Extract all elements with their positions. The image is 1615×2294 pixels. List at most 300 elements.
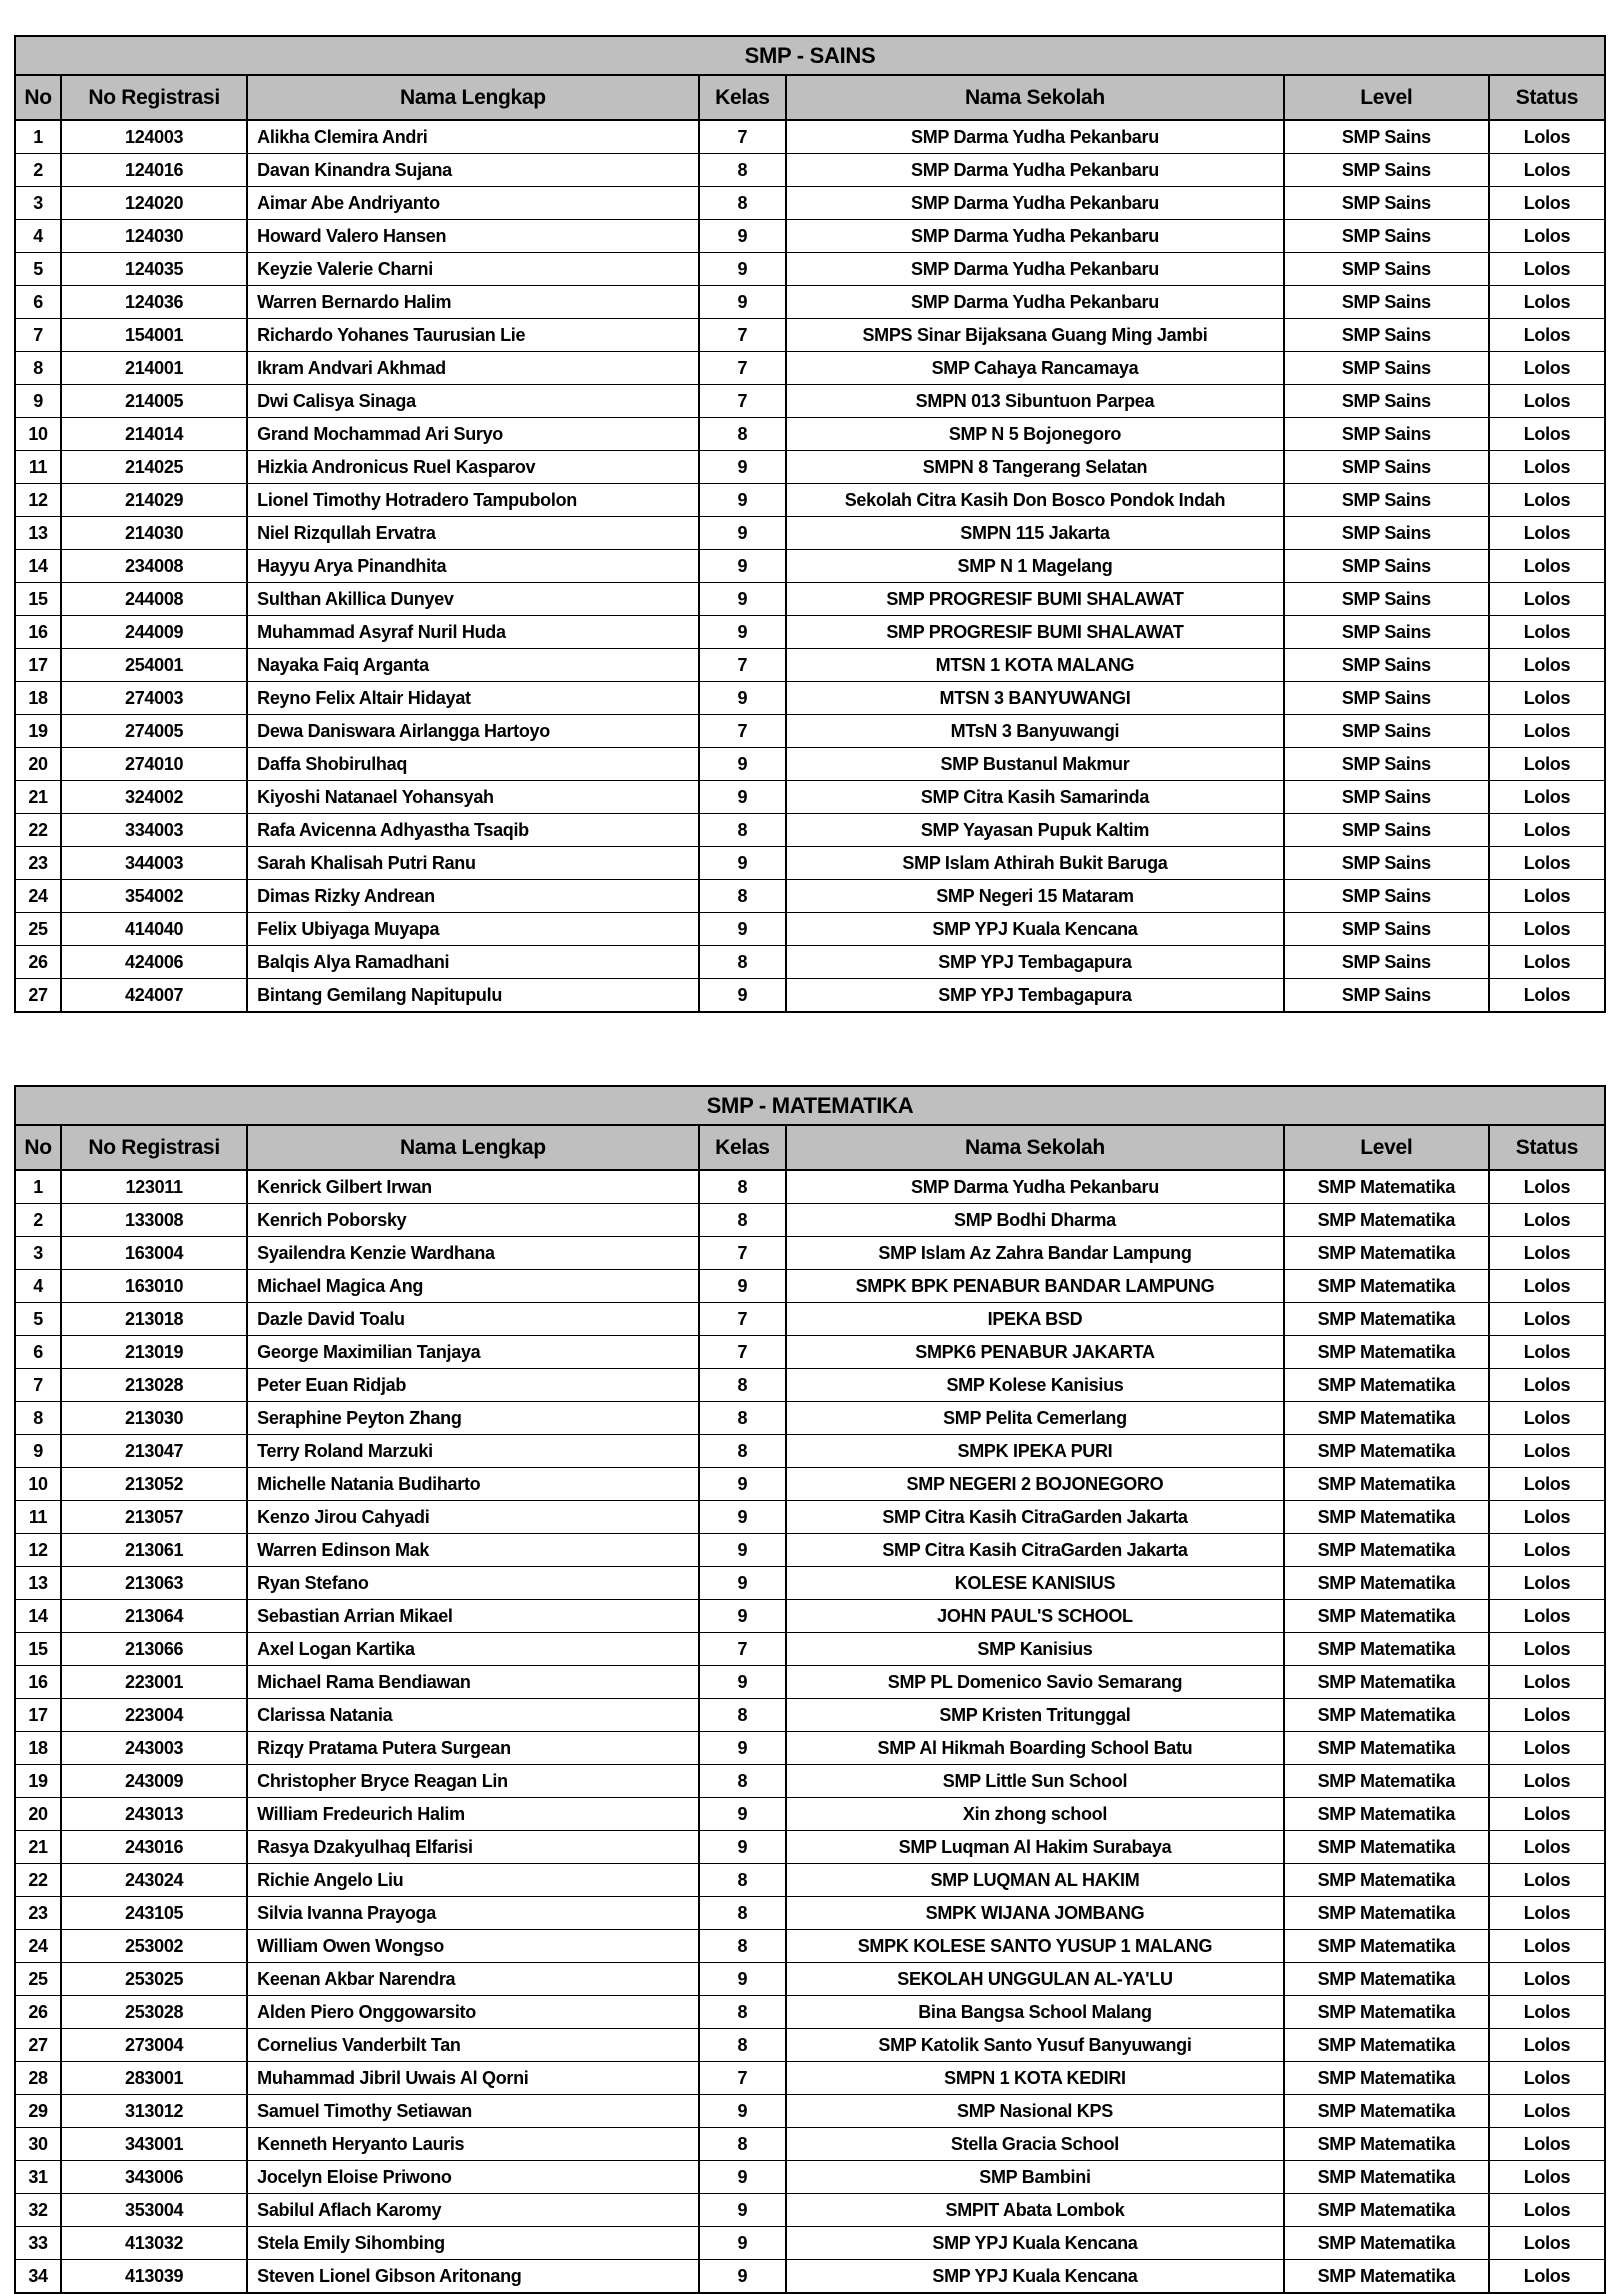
cell-nama-lengkap: Silvia Ivanna Prayoga: [247, 1897, 699, 1930]
cell-kelas: 9: [699, 847, 786, 880]
cell-no: 7: [15, 319, 61, 352]
cell-status: Lolos: [1489, 220, 1605, 253]
cell-no: 17: [15, 649, 61, 682]
cell-no-registrasi: 343001: [61, 2128, 247, 2161]
table-row: [15, 484, 1605, 517]
cell-nama-lengkap: Niel Rizqullah Ervatra: [247, 517, 699, 550]
cell-no-registrasi: 124003: [61, 120, 247, 154]
cell-nama-sekolah: SMP Darma Yudha Pekanbaru: [786, 286, 1284, 319]
cell-level: SMP Sains: [1284, 451, 1489, 484]
cell-nama-sekolah: SMP LUQMAN AL HAKIM: [786, 1864, 1284, 1897]
cell-kelas: 9: [699, 550, 786, 583]
cell-no-registrasi: 163010: [61, 1270, 247, 1303]
cell-level: SMP Sains: [1284, 550, 1489, 583]
cell-level: SMP Sains: [1284, 682, 1489, 715]
table-row: [15, 1996, 1605, 2029]
cell-no-registrasi: 213028: [61, 1369, 247, 1402]
table-row: [15, 187, 1605, 220]
cell-level: SMP Matematika: [1284, 1798, 1489, 1831]
cell-nama-lengkap: Dimas Rizky Andrean: [247, 880, 699, 913]
cell-no: 23: [15, 1897, 61, 1930]
cell-no-registrasi: 214029: [61, 484, 247, 517]
cell-no-registrasi: 424006: [61, 946, 247, 979]
column-header-row: [15, 1125, 1605, 1170]
cell-no-registrasi: 213052: [61, 1468, 247, 1501]
cell-no-registrasi: 254001: [61, 649, 247, 682]
cell-level: SMP Sains: [1284, 385, 1489, 418]
cell-no: 24: [15, 1930, 61, 1963]
cell-nama-sekolah: SMP Bambini: [786, 2161, 1284, 2194]
cell-nama-lengkap: Rafa Avicenna Adhyastha Tsaqib: [247, 814, 699, 847]
cell-nama-sekolah: SEKOLAH UNGGULAN AL-YA'LU: [786, 1963, 1284, 1996]
cell-kelas: 9: [699, 1666, 786, 1699]
cell-status: Lolos: [1489, 2128, 1605, 2161]
cell-nama-sekolah: MTSN 3 BANYUWANGI: [786, 682, 1284, 715]
cell-no-registrasi: 244009: [61, 616, 247, 649]
cell-nama-sekolah: SMPK IPEKA PURI: [786, 1435, 1284, 1468]
cell-kelas: 9: [699, 1831, 786, 1864]
cell-no-registrasi: 243013: [61, 1798, 247, 1831]
cell-nama-lengkap: Stela Emily Sihombing: [247, 2227, 699, 2260]
cell-status: Lolos: [1489, 451, 1605, 484]
cell-no-registrasi: 344003: [61, 847, 247, 880]
cell-kelas: 8: [699, 1369, 786, 1402]
cell-nama-sekolah: SMPN 1 KOTA KEDIRI: [786, 2062, 1284, 2095]
cell-kelas: 9: [699, 2095, 786, 2128]
cell-no: 27: [15, 2029, 61, 2062]
table-row: [15, 451, 1605, 484]
column-header-kelas: Kelas: [699, 75, 786, 120]
cell-no: 18: [15, 1732, 61, 1765]
cell-nama-sekolah: SMP Negeri 15 Mataram: [786, 880, 1284, 913]
cell-nama-lengkap: Nayaka Faiq Arganta: [247, 649, 699, 682]
cell-no-registrasi: 213063: [61, 1567, 247, 1600]
cell-status: Lolos: [1489, 1996, 1605, 2029]
cell-nama-sekolah: SMP Darma Yudha Pekanbaru: [786, 120, 1284, 154]
cell-no: 10: [15, 1468, 61, 1501]
cell-status: Lolos: [1489, 1303, 1605, 1336]
cell-kelas: 8: [699, 1930, 786, 1963]
cell-level: SMP Matematika: [1284, 1765, 1489, 1798]
cell-no-registrasi: 334003: [61, 814, 247, 847]
cell-no-registrasi: 274003: [61, 682, 247, 715]
table-row: [15, 2095, 1605, 2128]
cell-kelas: 8: [699, 154, 786, 187]
cell-kelas: 8: [699, 1170, 786, 1204]
cell-nama-lengkap: Balqis Alya Ramadhani: [247, 946, 699, 979]
cell-level: SMP Sains: [1284, 880, 1489, 913]
cell-no: 27: [15, 979, 61, 1013]
cell-status: Lolos: [1489, 1170, 1605, 1204]
cell-no-registrasi: 214025: [61, 451, 247, 484]
cell-nama-sekolah: SMPK BPK PENABUR BANDAR LAMPUNG: [786, 1270, 1284, 1303]
cell-nama-sekolah: SMP YPJ Kuala Kencana: [786, 913, 1284, 946]
cell-nama-sekolah: Stella Gracia School: [786, 2128, 1284, 2161]
cell-no: 21: [15, 1831, 61, 1864]
cell-nama-sekolah: MTsN 3 Banyuwangi: [786, 715, 1284, 748]
cell-no-registrasi: 343006: [61, 2161, 247, 2194]
cell-level: SMP Matematika: [1284, 2227, 1489, 2260]
cell-kelas: 8: [699, 1765, 786, 1798]
cell-nama-sekolah: SMPK WIJANA JOMBANG: [786, 1897, 1284, 1930]
cell-nama-lengkap: Reyno Felix Altair Hidayat: [247, 682, 699, 715]
cell-nama-lengkap: Kenzo Jirou Cahyadi: [247, 1501, 699, 1534]
cell-nama-sekolah: SMP Darma Yudha Pekanbaru: [786, 253, 1284, 286]
cell-no: 17: [15, 1699, 61, 1732]
cell-level: SMP Sains: [1284, 781, 1489, 814]
table-row: [15, 781, 1605, 814]
cell-nama-lengkap: Axel Logan Kartika: [247, 1633, 699, 1666]
cell-nama-lengkap: Kenrich Poborsky: [247, 1204, 699, 1237]
cell-no-registrasi: 213066: [61, 1633, 247, 1666]
cell-kelas: 7: [699, 2062, 786, 2095]
cell-nama-lengkap: Sebastian Arrian Mikael: [247, 1600, 699, 1633]
table-row: [15, 517, 1605, 550]
cell-level: SMP Matematika: [1284, 2194, 1489, 2227]
cell-kelas: 9: [699, 781, 786, 814]
column-header-no: No: [15, 1125, 61, 1170]
cell-level: SMP Matematika: [1284, 2260, 1489, 2294]
cell-level: SMP Sains: [1284, 187, 1489, 220]
cell-no: 10: [15, 418, 61, 451]
cell-no: 4: [15, 220, 61, 253]
cell-status: Lolos: [1489, 616, 1605, 649]
cell-status: Lolos: [1489, 946, 1605, 979]
table-row: [15, 1732, 1605, 1765]
cell-no: 26: [15, 1996, 61, 2029]
cell-nama-sekolah: SMPN 013 Sibuntuon Parpea: [786, 385, 1284, 418]
cell-no: 1: [15, 120, 61, 154]
cell-no: 12: [15, 1534, 61, 1567]
cell-level: SMP Sains: [1284, 649, 1489, 682]
cell-no: 13: [15, 517, 61, 550]
table-row: [15, 1402, 1605, 1435]
cell-nama-lengkap: Daffa Shobirulhaq: [247, 748, 699, 781]
cell-no: 12: [15, 484, 61, 517]
table-row: [15, 385, 1605, 418]
table-row: [15, 1501, 1605, 1534]
table-title: SMP - SAINS: [15, 36, 1605, 75]
table-row: [15, 220, 1605, 253]
cell-nama-lengkap: Muhammad Asyraf Nuril Huda: [247, 616, 699, 649]
table-row: [15, 1864, 1605, 1897]
cell-level: SMP Matematika: [1284, 1732, 1489, 1765]
cell-no-registrasi: 213047: [61, 1435, 247, 1468]
cell-kelas: 8: [699, 946, 786, 979]
cell-no-registrasi: 124036: [61, 286, 247, 319]
cell-nama-lengkap: Kiyoshi Natanael Yohansyah: [247, 781, 699, 814]
cell-nama-sekolah: SMPK KOLESE SANTO YUSUP 1 MALANG: [786, 1930, 1284, 1963]
cell-level: SMP Matematika: [1284, 1666, 1489, 1699]
cell-no-registrasi: 124020: [61, 187, 247, 220]
cell-nama-lengkap: George Maximilian Tanjaya: [247, 1336, 699, 1369]
cell-kelas: 8: [699, 1435, 786, 1468]
cell-no-registrasi: 324002: [61, 781, 247, 814]
cell-status: Lolos: [1489, 2062, 1605, 2095]
cell-no: 24: [15, 880, 61, 913]
table-row: [15, 1600, 1605, 1633]
cell-no-registrasi: 214001: [61, 352, 247, 385]
table-row: [15, 913, 1605, 946]
cell-status: Lolos: [1489, 286, 1605, 319]
cell-status: Lolos: [1489, 847, 1605, 880]
column-header-nama-lengkap: Nama Lengkap: [247, 75, 699, 120]
cell-no-registrasi: 274005: [61, 715, 247, 748]
cell-no: 15: [15, 583, 61, 616]
cell-no: 11: [15, 451, 61, 484]
cell-no: 2: [15, 154, 61, 187]
cell-nama-lengkap: Keyzie Valerie Charni: [247, 253, 699, 286]
cell-no: 5: [15, 1303, 61, 1336]
cell-status: Lolos: [1489, 319, 1605, 352]
table-row: [15, 253, 1605, 286]
cell-no-registrasi: 253025: [61, 1963, 247, 1996]
cell-nama-lengkap: Bintang Gemilang Napitupulu: [247, 979, 699, 1013]
cell-no-registrasi: 274010: [61, 748, 247, 781]
cell-no: 8: [15, 1402, 61, 1435]
cell-nama-lengkap: Dwi Calisya Sinaga: [247, 385, 699, 418]
table-row: [15, 2029, 1605, 2062]
cell-kelas: 8: [699, 1204, 786, 1237]
table-row: [15, 979, 1605, 1013]
cell-kelas: 8: [699, 1996, 786, 2029]
cell-level: SMP Sains: [1284, 946, 1489, 979]
cell-no-registrasi: 223001: [61, 1666, 247, 1699]
cell-no: 19: [15, 1765, 61, 1798]
cell-kelas: 7: [699, 1303, 786, 1336]
cell-kelas: 9: [699, 1270, 786, 1303]
table-row: [15, 880, 1605, 913]
cell-no: 4: [15, 1270, 61, 1303]
cell-status: Lolos: [1489, 418, 1605, 451]
cell-no-registrasi: 213018: [61, 1303, 247, 1336]
cell-level: SMP Sains: [1284, 484, 1489, 517]
table-row: [15, 1930, 1605, 1963]
cell-nama-lengkap: Terry Roland Marzuki: [247, 1435, 699, 1468]
cell-status: Lolos: [1489, 517, 1605, 550]
cell-nama-sekolah: SMPK6 PENABUR JAKARTA: [786, 1336, 1284, 1369]
cell-nama-sekolah: SMP N 1 Magelang: [786, 550, 1284, 583]
cell-kelas: 7: [699, 120, 786, 154]
cell-nama-sekolah: IPEKA BSD: [786, 1303, 1284, 1336]
cell-level: SMP Sains: [1284, 913, 1489, 946]
cell-level: SMP Matematika: [1284, 2095, 1489, 2128]
cell-status: Lolos: [1489, 1402, 1605, 1435]
cell-nama-sekolah: SMP Islam Az Zahra Bandar Lampung: [786, 1237, 1284, 1270]
cell-no-registrasi: 223004: [61, 1699, 247, 1732]
cell-level: SMP Matematika: [1284, 1402, 1489, 1435]
cell-no: 9: [15, 1435, 61, 1468]
cell-no: 13: [15, 1567, 61, 1600]
cell-no: 6: [15, 1336, 61, 1369]
cell-kelas: 9: [699, 2227, 786, 2260]
cell-status: Lolos: [1489, 120, 1605, 154]
cell-level: SMP Sains: [1284, 220, 1489, 253]
cell-level: SMP Sains: [1284, 517, 1489, 550]
cell-no-registrasi: 213064: [61, 1600, 247, 1633]
cell-status: Lolos: [1489, 1633, 1605, 1666]
cell-level: SMP Sains: [1284, 715, 1489, 748]
cell-status: Lolos: [1489, 649, 1605, 682]
cell-no-registrasi: 213030: [61, 1402, 247, 1435]
cell-level: SMP Matematika: [1284, 1204, 1489, 1237]
cell-kelas: 8: [699, 1402, 786, 1435]
cell-nama-sekolah: SMP Darma Yudha Pekanbaru: [786, 187, 1284, 220]
cell-status: Lolos: [1489, 352, 1605, 385]
table-row: [15, 1336, 1605, 1369]
cell-status: Lolos: [1489, 1963, 1605, 1996]
cell-no: 16: [15, 616, 61, 649]
cell-level: SMP Matematika: [1284, 1336, 1489, 1369]
table-row: [15, 748, 1605, 781]
cell-nama-lengkap: Kenneth Heryanto Lauris: [247, 2128, 699, 2161]
cell-nama-lengkap: Dazle David Toalu: [247, 1303, 699, 1336]
table-row: [15, 2161, 1605, 2194]
cell-nama-sekolah: SMP Katolik Santo Yusuf Banyuwangi: [786, 2029, 1284, 2062]
cell-no-registrasi: 253002: [61, 1930, 247, 1963]
cell-nama-lengkap: Michael Magica Ang: [247, 1270, 699, 1303]
cell-no-registrasi: 243016: [61, 1831, 247, 1864]
cell-no-registrasi: 214005: [61, 385, 247, 418]
cell-no: 18: [15, 682, 61, 715]
cell-status: Lolos: [1489, 1666, 1605, 1699]
cell-no: 3: [15, 187, 61, 220]
cell-nama-lengkap: William Fredeurich Halim: [247, 1798, 699, 1831]
cell-no-registrasi: 413039: [61, 2260, 247, 2294]
cell-nama-sekolah: SMP Luqman Al Hakim Surabaya: [786, 1831, 1284, 1864]
cell-status: Lolos: [1489, 1204, 1605, 1237]
cell-level: SMP Sains: [1284, 418, 1489, 451]
column-header-level: Level: [1284, 75, 1489, 120]
cell-no-registrasi: 354002: [61, 880, 247, 913]
table-row: [15, 847, 1605, 880]
cell-no-registrasi: 283001: [61, 2062, 247, 2095]
cell-kelas: 9: [699, 451, 786, 484]
cell-status: Lolos: [1489, 2194, 1605, 2227]
table-row: [15, 352, 1605, 385]
results-table-matematika: [14, 1085, 1606, 2294]
table-row: [15, 1567, 1605, 1600]
cell-no: 22: [15, 1864, 61, 1897]
cell-status: Lolos: [1489, 1831, 1605, 1864]
cell-no-registrasi: 124035: [61, 253, 247, 286]
cell-kelas: 9: [699, 979, 786, 1013]
cell-kelas: 8: [699, 1864, 786, 1897]
cell-nama-lengkap: Felix Ubiyaga Muyapa: [247, 913, 699, 946]
cell-no: 22: [15, 814, 61, 847]
cell-kelas: 9: [699, 253, 786, 286]
cell-no-registrasi: 414040: [61, 913, 247, 946]
cell-level: SMP Sains: [1284, 979, 1489, 1013]
table-title-row: [15, 1086, 1605, 1125]
cell-level: SMP Sains: [1284, 319, 1489, 352]
cell-no-registrasi: 163004: [61, 1237, 247, 1270]
cell-nama-sekolah: SMP Darma Yudha Pekanbaru: [786, 220, 1284, 253]
cell-nama-lengkap: Alikha Clemira Andri: [247, 120, 699, 154]
cell-no: 20: [15, 748, 61, 781]
cell-nama-lengkap: William Owen Wongso: [247, 1930, 699, 1963]
cell-nama-sekolah: SMPIT Abata Lombok: [786, 2194, 1284, 2227]
cell-no: 15: [15, 1633, 61, 1666]
table-row: [15, 1270, 1605, 1303]
cell-kelas: 9: [699, 1567, 786, 1600]
tables-root: [14, 35, 1606, 2294]
cell-kelas: 8: [699, 2128, 786, 2161]
cell-level: SMP Matematika: [1284, 1633, 1489, 1666]
table-row: [15, 2194, 1605, 2227]
cell-status: Lolos: [1489, 913, 1605, 946]
table-row: [15, 1633, 1605, 1666]
cell-level: SMP Matematika: [1284, 1963, 1489, 1996]
column-header-no-registrasi: No Registrasi: [61, 1125, 247, 1170]
table-row: [15, 154, 1605, 187]
table-row: [15, 1170, 1605, 1204]
cell-status: Lolos: [1489, 1501, 1605, 1534]
table-row: [15, 616, 1605, 649]
cell-no-registrasi: 244008: [61, 583, 247, 616]
cell-level: SMP Matematika: [1284, 1303, 1489, 1336]
cell-status: Lolos: [1489, 1732, 1605, 1765]
column-header-no-registrasi: No Registrasi: [61, 75, 247, 120]
cell-nama-sekolah: SMPN 8 Tangerang Selatan: [786, 451, 1284, 484]
cell-nama-sekolah: SMP NEGERI 2 BOJONEGORO: [786, 1468, 1284, 1501]
cell-no: 9: [15, 385, 61, 418]
cell-no-registrasi: 213061: [61, 1534, 247, 1567]
column-header-nama-lengkap: Nama Lengkap: [247, 1125, 699, 1170]
cell-level: SMP Matematika: [1284, 1567, 1489, 1600]
cell-level: SMP Sains: [1284, 253, 1489, 286]
cell-status: Lolos: [1489, 979, 1605, 1013]
cell-nama-sekolah: SMP Citra Kasih Samarinda: [786, 781, 1284, 814]
cell-no: 30: [15, 2128, 61, 2161]
cell-level: SMP Sains: [1284, 154, 1489, 187]
cell-status: Lolos: [1489, 2161, 1605, 2194]
table-row: [15, 1897, 1605, 1930]
cell-no: 34: [15, 2260, 61, 2294]
cell-kelas: 9: [699, 286, 786, 319]
cell-level: SMP Matematika: [1284, 1600, 1489, 1633]
cell-no-registrasi: 214014: [61, 418, 247, 451]
cell-nama-lengkap: Rasya Dzakyulhaq Elfarisi: [247, 1831, 699, 1864]
cell-nama-lengkap: Christopher Bryce Reagan Lin: [247, 1765, 699, 1798]
cell-nama-sekolah: SMP Kanisius: [786, 1633, 1284, 1666]
cell-level: SMP Matematika: [1284, 1468, 1489, 1501]
table-row: [15, 1963, 1605, 1996]
cell-no-registrasi: 243003: [61, 1732, 247, 1765]
cell-no: 21: [15, 781, 61, 814]
cell-no-registrasi: 213019: [61, 1336, 247, 1369]
table-row: [15, 1435, 1605, 1468]
cell-no: 28: [15, 2062, 61, 2095]
cell-level: SMP Matematika: [1284, 1501, 1489, 1534]
cell-no-registrasi: 243009: [61, 1765, 247, 1798]
cell-kelas: 9: [699, 1501, 786, 1534]
cell-no: 25: [15, 913, 61, 946]
cell-nama-sekolah: SMP Darma Yudha Pekanbaru: [786, 154, 1284, 187]
cell-nama-sekolah: KOLESE KANISIUS: [786, 1567, 1284, 1600]
table-row: [15, 946, 1605, 979]
column-header-nama-sekolah: Nama Sekolah: [786, 1125, 1284, 1170]
cell-status: Lolos: [1489, 748, 1605, 781]
cell-nama-lengkap: Warren Bernardo Halim: [247, 286, 699, 319]
cell-status: Lolos: [1489, 1930, 1605, 1963]
cell-no: 20: [15, 1798, 61, 1831]
cell-no: 5: [15, 253, 61, 286]
cell-no-registrasi: 214030: [61, 517, 247, 550]
cell-status: Lolos: [1489, 583, 1605, 616]
table-row: [15, 120, 1605, 154]
cell-level: SMP Sains: [1284, 286, 1489, 319]
